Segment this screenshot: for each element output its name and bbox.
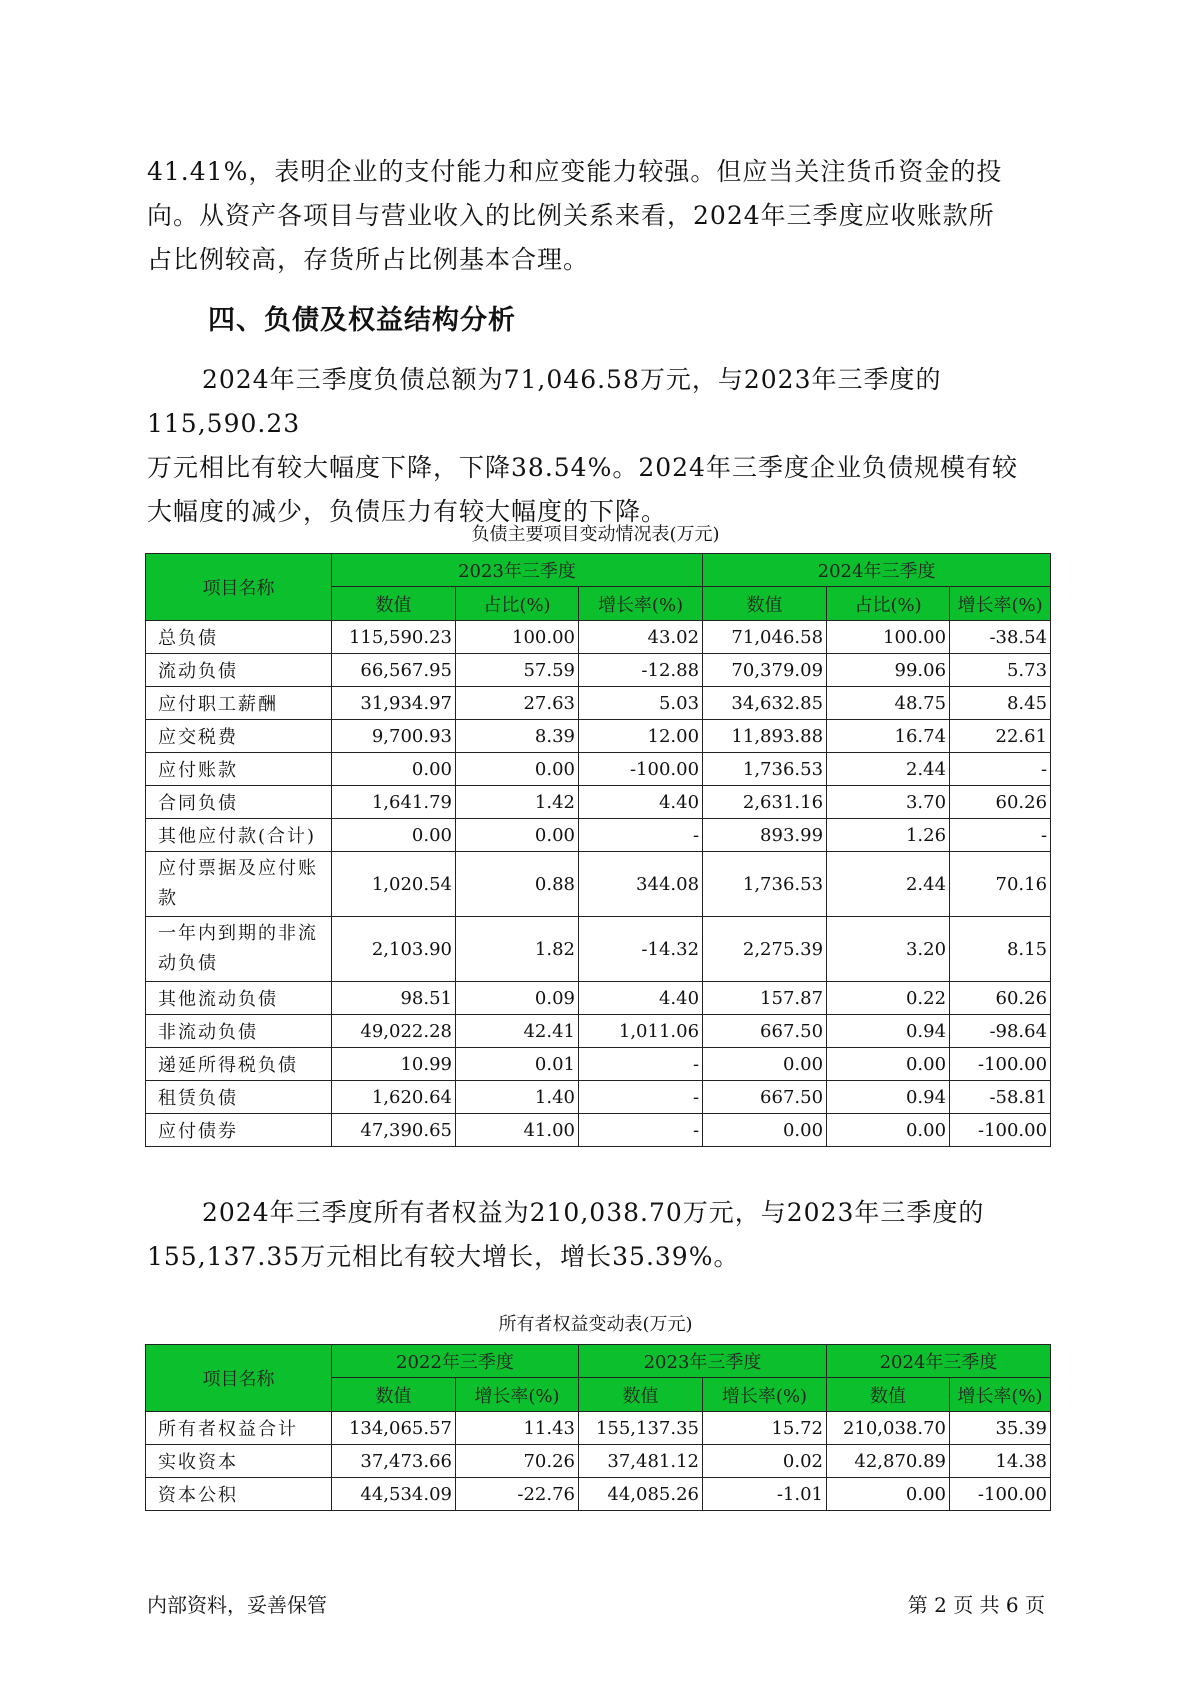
table-cell: 1,736.53 [703,753,827,786]
table-cell: 157.87 [703,982,827,1015]
table-cell: 8.15 [950,917,1051,982]
table-subheader: 占比(%) [827,587,950,621]
table-cell: 57.59 [456,654,579,687]
liabilities-table-body [146,621,1051,1147]
table-cell: 0.00 [827,1478,950,1511]
table-cell: 0.00 [827,1048,950,1081]
table-cell: 14.38 [950,1445,1051,1478]
table-cell: 49,022.28 [332,1015,456,1048]
table-cell: 1,020.54 [332,852,456,917]
table-subheader: 数值 [827,1378,950,1412]
table-cell: 3.70 [827,786,950,819]
table-row [146,753,1051,786]
table-row [146,621,1051,654]
table-row [146,917,1051,982]
table-cell: 16.74 [827,720,950,753]
table-cell: -100.00 [579,753,703,786]
table-row [146,654,1051,687]
table-cell: 667.50 [703,1015,827,1048]
table-cell: 5.73 [950,654,1051,687]
row-item-name: 流动负债 [146,654,332,687]
table-cell: 0.00 [456,819,579,852]
liabilities-table [145,553,1051,1147]
table-cell: -14.32 [579,917,703,982]
table-cell: 1.40 [456,1081,579,1114]
table-cell: 9,700.93 [332,720,456,753]
row-item-name: 其他流动负债 [146,982,332,1015]
table-caption-liabilities: 负债主要项目变动情况表(万元) [471,524,720,545]
table-cell: 70.26 [456,1445,579,1478]
table-cell: 2.44 [827,753,950,786]
table-cell: 100.00 [456,621,579,654]
table-row [146,852,1051,917]
footer-page-number: 第 2 页 共 6 页 [907,1593,1045,1617]
table-cell: 4.40 [579,982,703,1015]
table-cell: 0.88 [456,852,579,917]
table-cell: 667.50 [703,1081,827,1114]
paragraph-line: 向。从资产各项目与营业收入的比例关系来看，2024年三季度应收账款所 [147,201,995,230]
table-row [146,687,1051,720]
row-item-name: 非流动负债 [146,1015,332,1048]
table-cell: 2,103.90 [332,917,456,982]
table-cell: 5.03 [579,687,703,720]
table-cell: 2.44 [827,852,950,917]
table-cell: 1,620.64 [332,1081,456,1114]
table-cell: 0.00 [332,753,456,786]
table-row [146,786,1051,819]
table-cell: 22.61 [950,720,1051,753]
row-item-name: 应付票据及应付账款 [146,852,332,917]
table-cell: -12.88 [579,654,703,687]
table-cell: -100.00 [950,1478,1051,1511]
table-cell: 4.40 [579,786,703,819]
table-subheader: 增长率(%) [579,587,703,621]
table-cell: 42,870.89 [827,1445,950,1478]
table-row [146,1445,1051,1478]
table-cell: 44,085.26 [579,1478,703,1511]
table-cell: -1.01 [703,1478,827,1511]
table-cell: 1,736.53 [703,852,827,917]
table-cell: 0.01 [456,1048,579,1081]
table-cell: -58.81 [950,1081,1051,1114]
row-item-name: 资本公积 [146,1478,332,1511]
paragraph-liabilities [147,358,1047,534]
table-caption-equity: 所有者权益变动表(万元) [498,1314,693,1335]
table-cell: 66,567.95 [332,654,456,687]
table-cell: 1.82 [456,917,579,982]
table-cell: -38.54 [950,621,1051,654]
table-row [146,1048,1051,1081]
paragraph-equity [147,1191,1047,1279]
table-cell: - [950,753,1051,786]
row-item-name: 应付债券 [146,1114,332,1147]
table-cell: 99.06 [827,654,950,687]
table-cell: - [579,1048,703,1081]
table-cell: 47,390.65 [332,1114,456,1147]
table-cell: 37,473.66 [332,1445,456,1478]
table-row [146,1081,1051,1114]
table-cell: 11.43 [456,1412,579,1445]
paragraph-line: 占比例较高，存货所占比例基本合理。 [147,245,590,274]
table-cell: 0.00 [332,819,456,852]
table-cell: 98.51 [332,982,456,1015]
table-row [146,720,1051,753]
table-cell: - [579,819,703,852]
paragraph-line: 2024年三季度负债总额为71,046.58万元，与2023年三季度的115,590.23 [147,365,942,438]
table-header-period: 2024年三季度 [703,554,1051,587]
table-cell: 1,641.79 [332,786,456,819]
row-item-name: 应交税费 [146,720,332,753]
table-cell: 71,046.58 [703,621,827,654]
table-subheader: 增长率(%) [950,1378,1051,1412]
equity-table [145,1344,1051,1511]
table-cell: 48.75 [827,687,950,720]
row-item-name: 实收资本 [146,1445,332,1478]
section-heading: 四、负债及权益结构分析 [208,305,516,336]
table-cell: -22.76 [456,1478,579,1511]
table-cell: 41.00 [456,1114,579,1147]
table-cell: 8.39 [456,720,579,753]
table-cell: 0.02 [703,1445,827,1478]
table-header-period: 2023年三季度 [579,1345,827,1378]
table-cell: 31,934.97 [332,687,456,720]
table-row [146,1015,1051,1048]
table-cell: 0.00 [703,1114,827,1147]
table-cell: 134,065.57 [332,1412,456,1445]
table-header-period: 2022年三季度 [332,1345,579,1378]
table-cell: 70,379.09 [703,654,827,687]
table-cell: 44,534.09 [332,1478,456,1511]
row-item-name: 递延所得税负债 [146,1048,332,1081]
table-cell: 0.00 [827,1114,950,1147]
table-cell: - [950,819,1051,852]
row-item-name: 应付账款 [146,753,332,786]
table-cell: 115,590.23 [332,621,456,654]
table-cell: 60.26 [950,786,1051,819]
table-cell: 10.99 [332,1048,456,1081]
paragraph-line: 2024年三季度所有者权益为210,038.70万元，与2023年三季度的 [202,1198,985,1227]
table-row [146,1478,1051,1511]
table-subheader: 增长率(%) [950,587,1051,621]
row-item-name: 一年内到期的非流动负债 [146,917,332,982]
table-cell: 0.00 [456,753,579,786]
table-cell: - [579,1081,703,1114]
table-header-period: 2023年三季度 [332,554,703,587]
table-subheader: 数值 [332,587,456,621]
table-subheader: 占比(%) [456,587,579,621]
table-cell: -100.00 [950,1114,1051,1147]
table-header-period: 2024年三季度 [827,1345,1051,1378]
table-row [146,982,1051,1015]
paragraph-line: 41.41%，表明企业的支付能力和应变能力较强。但应当关注货币资金的投 [147,157,1003,186]
paragraph-line: 155,137.35万元相比有较大增长，增长35.39%。 [147,1242,740,1271]
table-cell: 43.02 [579,621,703,654]
paragraph-line: 大幅度的减少，负债压力有较大幅度的下降。 [147,497,668,526]
table-cell: 70.16 [950,852,1051,917]
equity-table-body [146,1412,1051,1511]
table-row [146,1412,1051,1445]
table-cell: 1,011.06 [579,1015,703,1048]
table-cell: 12.00 [579,720,703,753]
table-cell: 60.26 [950,982,1051,1015]
table-header-item-name: 项目名称 [146,554,332,621]
table-row [146,819,1051,852]
row-item-name: 应付职工薪酬 [146,687,332,720]
footer-confidential-note: 内部资料，妥善保管 [147,1593,327,1617]
table-cell: 0.94 [827,1081,950,1114]
table-cell: 11,893.88 [703,720,827,753]
table-cell: 155,137.35 [579,1412,703,1445]
table-cell: 3.20 [827,917,950,982]
table-cell: 0.22 [827,982,950,1015]
paragraph-line: 万元相比有较大幅度下降，下降38.54%。2024年三季度企业负债规模有较 [147,453,1018,482]
table-cell: 210,038.70 [827,1412,950,1445]
row-item-name: 总负债 [146,621,332,654]
table-cell: 37,481.12 [579,1445,703,1478]
table-cell: 27.63 [456,687,579,720]
table-cell: 1.42 [456,786,579,819]
table-cell: 0.00 [703,1048,827,1081]
row-item-name: 租赁负债 [146,1081,332,1114]
table-subheader: 增长率(%) [703,1378,827,1412]
table-cell: 34,632.85 [703,687,827,720]
table-cell: 1.26 [827,819,950,852]
table-cell: 100.00 [827,621,950,654]
table-cell: 42.41 [456,1015,579,1048]
table-cell: 0.09 [456,982,579,1015]
table-cell: -98.64 [950,1015,1051,1048]
table-cell: 2,631.16 [703,786,827,819]
table-cell: 35.39 [950,1412,1051,1445]
table-cell: 15.72 [703,1412,827,1445]
row-item-name: 合同负债 [146,786,332,819]
table-cell: 0.94 [827,1015,950,1048]
row-item-name: 所有者权益合计 [146,1412,332,1445]
table-header-item-name: 项目名称 [146,1345,332,1412]
table-subheader: 数值 [332,1378,456,1412]
table-subheader: 增长率(%) [456,1378,579,1412]
paragraph-liquidity-conclusion [147,150,1047,282]
table-cell: 893.99 [703,819,827,852]
table-cell: 344.08 [579,852,703,917]
table-subheader: 数值 [703,587,827,621]
table-cell: 2,275.39 [703,917,827,982]
row-item-name: 其他应付款(合计) [146,819,332,852]
table-cell: 8.45 [950,687,1051,720]
table-subheader: 数值 [579,1378,703,1412]
table-row [146,1114,1051,1147]
table-cell: -100.00 [950,1048,1051,1081]
table-cell: - [579,1114,703,1147]
